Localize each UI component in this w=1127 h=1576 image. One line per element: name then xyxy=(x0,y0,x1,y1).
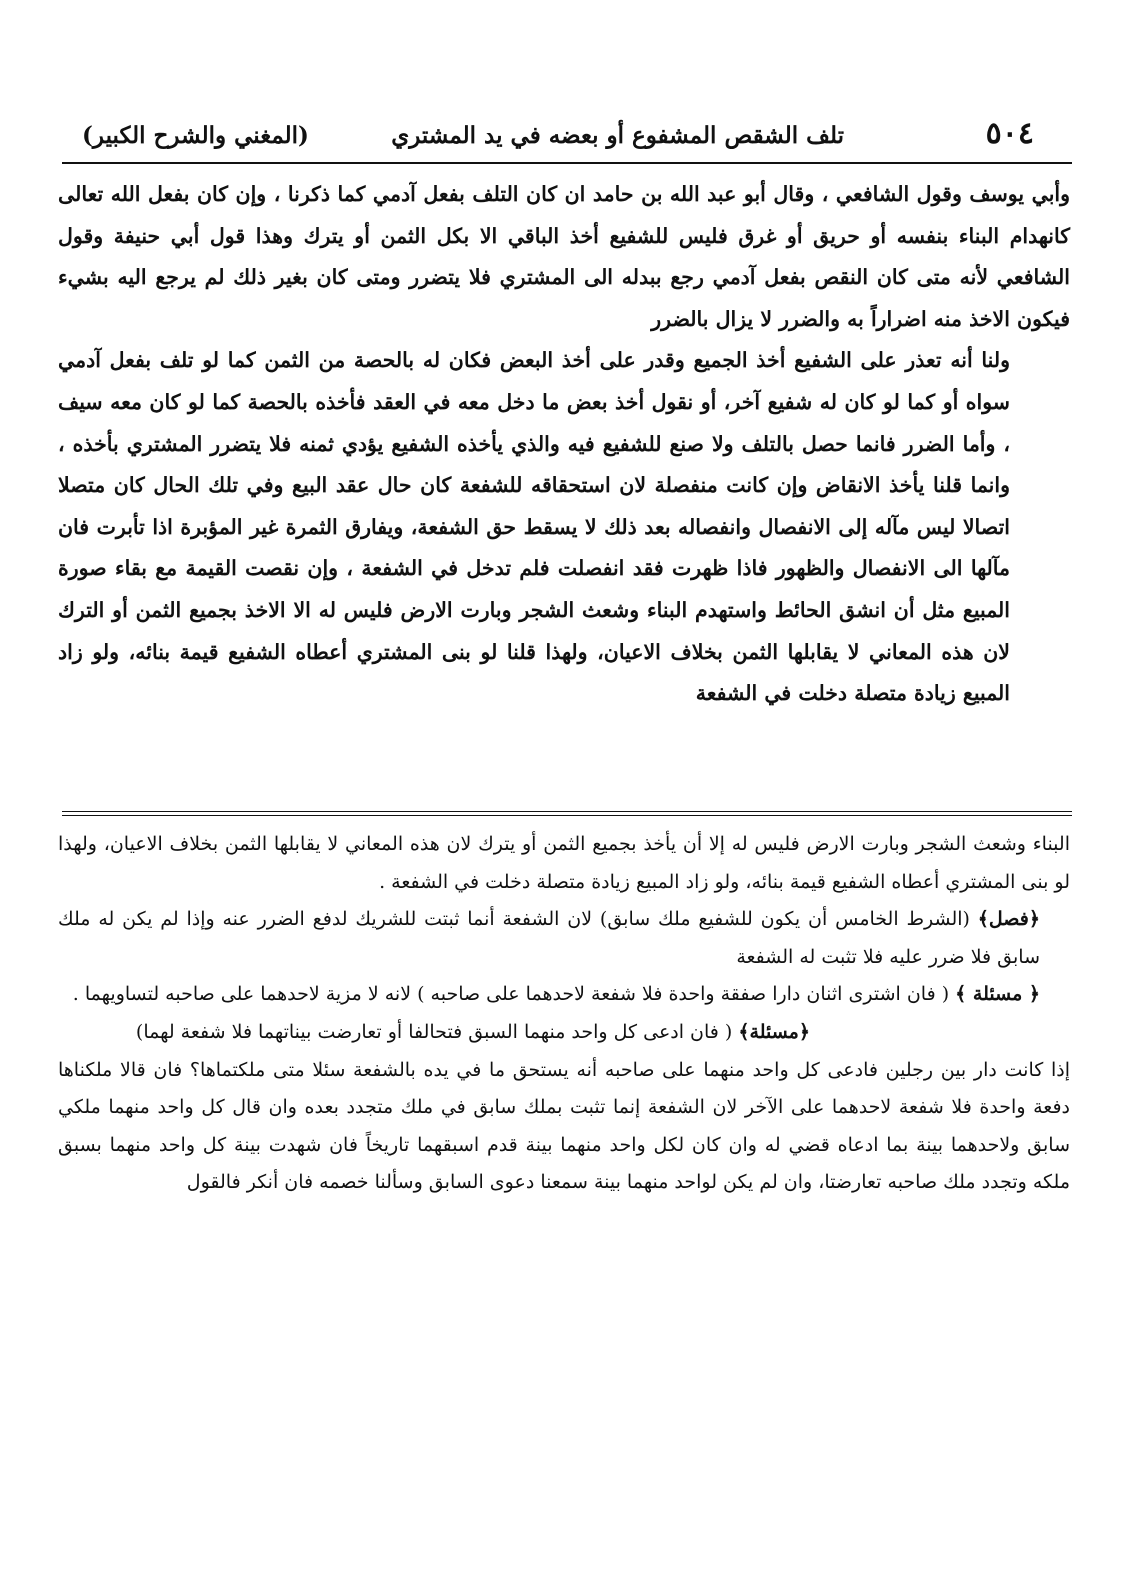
book-title: (المغني والشرح الكبير) xyxy=(82,122,309,149)
masala-text: ( فان ادعى كل واحد منهما السبق فتحالفا أو تعارضت بيناتهما فلا شفعة لهما) xyxy=(135,1020,733,1043)
page-number: ٥٠٤ xyxy=(985,116,1034,151)
commentary-paragraph: إذا كانت دار بين رجلين فادعى كل واحد منهما على صاحبه أنه يستحق ما في يده بالشفعة سئلا متى ملكتماها؟ فان قالا ملكناها دفعة واحدة فلا شفعة لاحدهما على الآخر لان الشفعة إنما تثبت بملك سابق في ملك متجدد بعده وان قال كل واحد منهما ملكي سابق ولاحدهما بينة بما ادعاه قضي له وان كان لكل واحد منهما بينة قدم اسبقهما تاريخاً فان شهدت بينة كل واحد منهما بسبق ملكه وتجدد ملك صاحبه تعارضتا، وان لم يكن لواحد منهما بينة سمعنا دعوى السابق وسألنا خصمه فان أنكر فالقول xyxy=(58,1058,1071,1194)
masala-label: ﴿مسئلة﴾ xyxy=(738,1020,810,1043)
main-paragraph: ولنا أنه تعذر على الشفيع أخذ الجميع وقدر على أخذ البعض فكان له بالحصة من الثمن كما لو تلف بفعل آدمي سواه أو كما لو كان له شفيع آخر، أو نقول أخذ بعض ما دخل معه في العقد فأخذه بالحصة كما لو كان معه سيف ، وأما الضرر فانما حصل بالتلف ولا صنع للشفيع فيه والذي يأخذه الشفيع يؤدي ثمنه فلا يتضرر المشتري بأخذه ، وانما قلنا يأخذ الانقاض وإن كانت منفصلة لان استحقاقه للشفعة كان حال عقد البيع وفي تلك الحال كان متصلا اتصالا ليس مآله إلى الانفصال وانفصاله بعد ذلك لا يسقط حق الشفعة، ويفارق الثمرة غير المؤبرة اذا تأبرت فان مآلها الى الانفصال والظهور فاذا ظهرت فقد انفصلت فلم تدخل في الشفعة ، وإن نقصت القيمة مع بقاء صورة المبيع مثل أن انشق الحائط واستهدم البناء وشعث الشجر وبارت الارض فليس له الا الاخذ بجميع الثمن أو الترك لان هذه المعاني لا يقابلها الثمن بخلاف الاعيان، ولهذا قلنا لو بنى المشتري أعطاه الشفيع قيمة بنائه، ولو زاد المبيع زيادة متصلة دخلت في الشفعة xyxy=(58,348,1010,706)
running-title: تلف الشقص المشفوع أو بعضه في يد المشتري xyxy=(391,122,844,149)
section-divider xyxy=(62,811,1072,816)
fasl-text: (الشرط الخامس أن يكون للشفيع ملك سابق) لان الشفعة أنما ثبتت للشريك لدفع الضرر عنه وإذا لم يكن له ملك سابق فلا ضرر عليه فلا تثبت له الشفعة xyxy=(58,908,1040,968)
fasl-label: ﴿فصل﴾ xyxy=(977,908,1040,931)
header-rule xyxy=(62,162,1072,164)
page-header xyxy=(62,112,1074,156)
commentary-paragraph: البناء وشعث الشجر وبارت الارض فليس له إلا أن يأخذ بجميع الثمن أو يترك لان هذه المعاني لا يقابلها الثمن بخلاف الاعيان، ولهذا لو بنى المشتري أعطاه الشفيع قيمة بنائه، ولو زاد المبيع زيادة متصلة دخلت في الشفعة . xyxy=(58,833,1070,893)
masala-paragraph xyxy=(58,1014,1070,1052)
fasl-paragraph xyxy=(58,901,1070,976)
masala-text: ( فان اشترى اثنان دارا صفقة واحدة فلا شفعة لاحدهما على صاحبه ) لانه لا مزية لاحدهما على صاحبه لتساويهما . xyxy=(72,983,950,1006)
main-text xyxy=(58,174,1070,715)
main-paragraph: وأبي يوسف وقول الشافعي ، وقال أبو عبد الله بن حامد ان كان التلف بفعل آدمي كما ذكرنا ، وإن كان بفعل الله تعالى كانهدام البناء بنفسه أو حريق أو غرق فليس للشفيع أخذ الباقي الا بكل الثمن أو يترك وهذا قول أبي حنيفة وقول الشافعي لأنه متى كان النقص بفعل آدمي رجع ببدله الى المشتري فلا يتضرر ومتى كان بغير ذلك لم يرجع اليه بشيء فيكون الاخذ منه اضراراً به والضرر لا يزال بالضرر xyxy=(58,182,1070,331)
commentary-text xyxy=(58,826,1070,1202)
masala-label: ﴿ مسئلة ﴾ xyxy=(955,983,1040,1006)
masala-paragraph xyxy=(58,976,1070,1014)
